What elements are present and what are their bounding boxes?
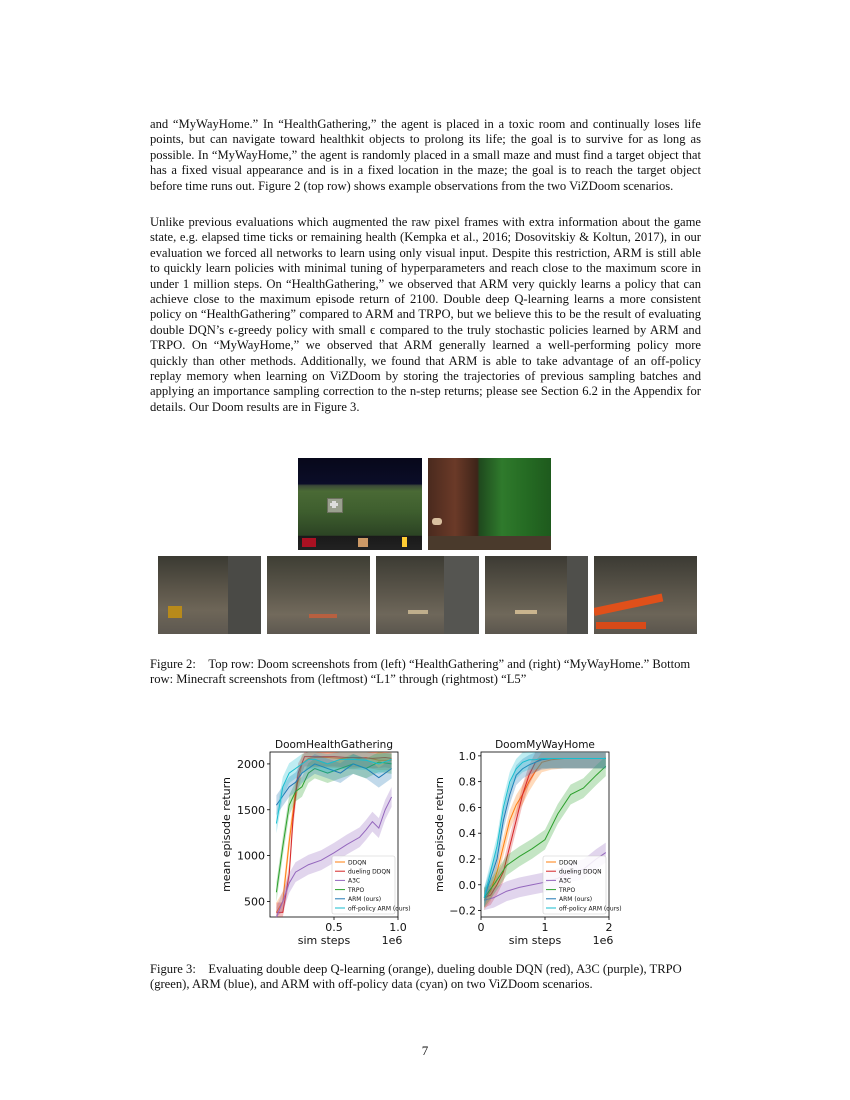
x-tick-label: 0.5 xyxy=(325,921,343,934)
y-tick-label: 1000 xyxy=(237,849,265,863)
figure-3-caption: Figure 3: Evaluating double deep Q-learning (orange), dueling double DQN (red), A3C (purple), TRPO (green), ARM (blue), and ARM with off-policy data (cyan) on two ViZDoom scenarios. xyxy=(150,962,682,992)
y-tick-label: 0.0 xyxy=(458,878,476,892)
legend-label: TRPO xyxy=(559,886,576,894)
minecraft-l4-screenshot xyxy=(485,556,588,634)
x-tick-label: 1.0 xyxy=(389,921,407,934)
x-multiplier-label: 1e6 xyxy=(592,934,614,947)
x-multiplier-label: 1e6 xyxy=(381,934,403,947)
y-tick-label: 0.4 xyxy=(458,827,476,841)
x-tick-label: 2 xyxy=(605,921,613,934)
y-axis-label: mean episode return xyxy=(220,777,233,892)
minecraft-l5-screenshot xyxy=(594,556,697,634)
y-tick-label: 0.6 xyxy=(458,801,476,815)
legend-label: A3C xyxy=(348,877,361,885)
minecraft-l1-screenshot xyxy=(158,556,261,634)
y-tick-label: 1.0 xyxy=(458,749,476,763)
y-axis-label: mean episode return xyxy=(433,777,446,892)
x-tick-label: 0 xyxy=(477,921,485,934)
minecraft-l3-screenshot xyxy=(376,556,479,634)
minecraft-l2-screenshot xyxy=(267,556,370,634)
legend-label: TRPO xyxy=(348,886,365,894)
legend-label: off-policy ARM (ours) xyxy=(348,905,411,913)
paragraph-1: and “MyWayHome.” In “HealthGathering,” the agent is placed in a toxic room and continually loses life points, but can navigate toward healthkit objects to prolong its life; the goal is to survive for as long as possible. In “MyWayHome,” the agent is randomly placed in a small maze and must find a target object that has a fixed visual appearance and is in a fixed location in the maze; the goal is to reach the target object before time runs out. Figure 2 (top row) shows example observations from the two ViZDoom scenarios. xyxy=(150,117,701,193)
chart-title: DoomMyWayHome xyxy=(495,739,595,751)
x-tick-label: 1 xyxy=(541,921,549,934)
legend-label: dueling DDQN xyxy=(348,868,391,876)
y-tick-label: 500 xyxy=(244,895,265,909)
paragraph-2: Unlike previous evaluations which augmented the raw pixel frames with extra information about the game state, e.g. elapsed time ticks or remaining health (Kempka et al., 2016; Dosovitskiy & Koltun, 2017), in our evaluation we forced all networks to learn using only visual input. Despite this restriction, ARM is still able to quickly learn policies with minimal tuning of hyperparameters and reach close to the maximum score in under 1 million steps. On “HealthGathering,” we observed that ARM very quickly learns a policy that can achieve close to the maximum episode return of 2100. Double deep Q-learning learns a more consistent policy on “HealthGathering” compared to ARM and TRPO, but we believe this to be the result of evaluating double DQN’s ϵ-greedy policy with small ϵ compared to the truly stochastic policies learned by ARM and TRPO. On “MyWayHome,” we observed that ARM generally learned a well-performing policy more quickly than other methods. Additionally, we found that ARM is able to take advantage of an off-policy replay memory when learning on ViZDoom by storing the trajectories of previous sampling batches and applying an importance sampling correction to the n-step returns; please see Section 6.2 in the Appendix for details. Our Doom results are in Figure 3. xyxy=(150,215,701,414)
y-tick-label: 0.2 xyxy=(458,852,476,866)
legend-label: dueling DDQN xyxy=(559,868,602,876)
figure-2-caption: Figure 2: Top row: Doom screenshots from (left) “HealthGathering” and (right) “MyWayHome.” Bottom row: Minecraft screenshots from (leftmost) “L1” through (rightmost) “L5” xyxy=(150,657,691,687)
x-axis-label: sim steps xyxy=(508,934,562,947)
doom-health-gathering-screenshot xyxy=(298,458,422,550)
legend-label: DDQN xyxy=(348,859,367,867)
y-tick-label: 0.8 xyxy=(458,775,476,789)
y-tick-label: 2000 xyxy=(237,757,265,771)
y-tick-label: 1500 xyxy=(237,803,265,817)
legend-label: ARM (ours) xyxy=(348,896,382,904)
legend-label: A3C xyxy=(559,877,572,885)
doom-my-way-home-screenshot xyxy=(428,458,551,550)
y-tick-label: −0.2 xyxy=(449,904,476,918)
x-axis-label: sim steps xyxy=(297,934,351,947)
legend-label: DDQN xyxy=(559,859,578,867)
figure-3-charts xyxy=(0,730,850,955)
chart-title: DoomHealthGathering xyxy=(275,739,393,751)
legend-label: off-policy ARM (ours) xyxy=(559,905,622,913)
legend-label: ARM (ours) xyxy=(559,896,593,904)
page-number: 7 xyxy=(421,1043,429,1058)
